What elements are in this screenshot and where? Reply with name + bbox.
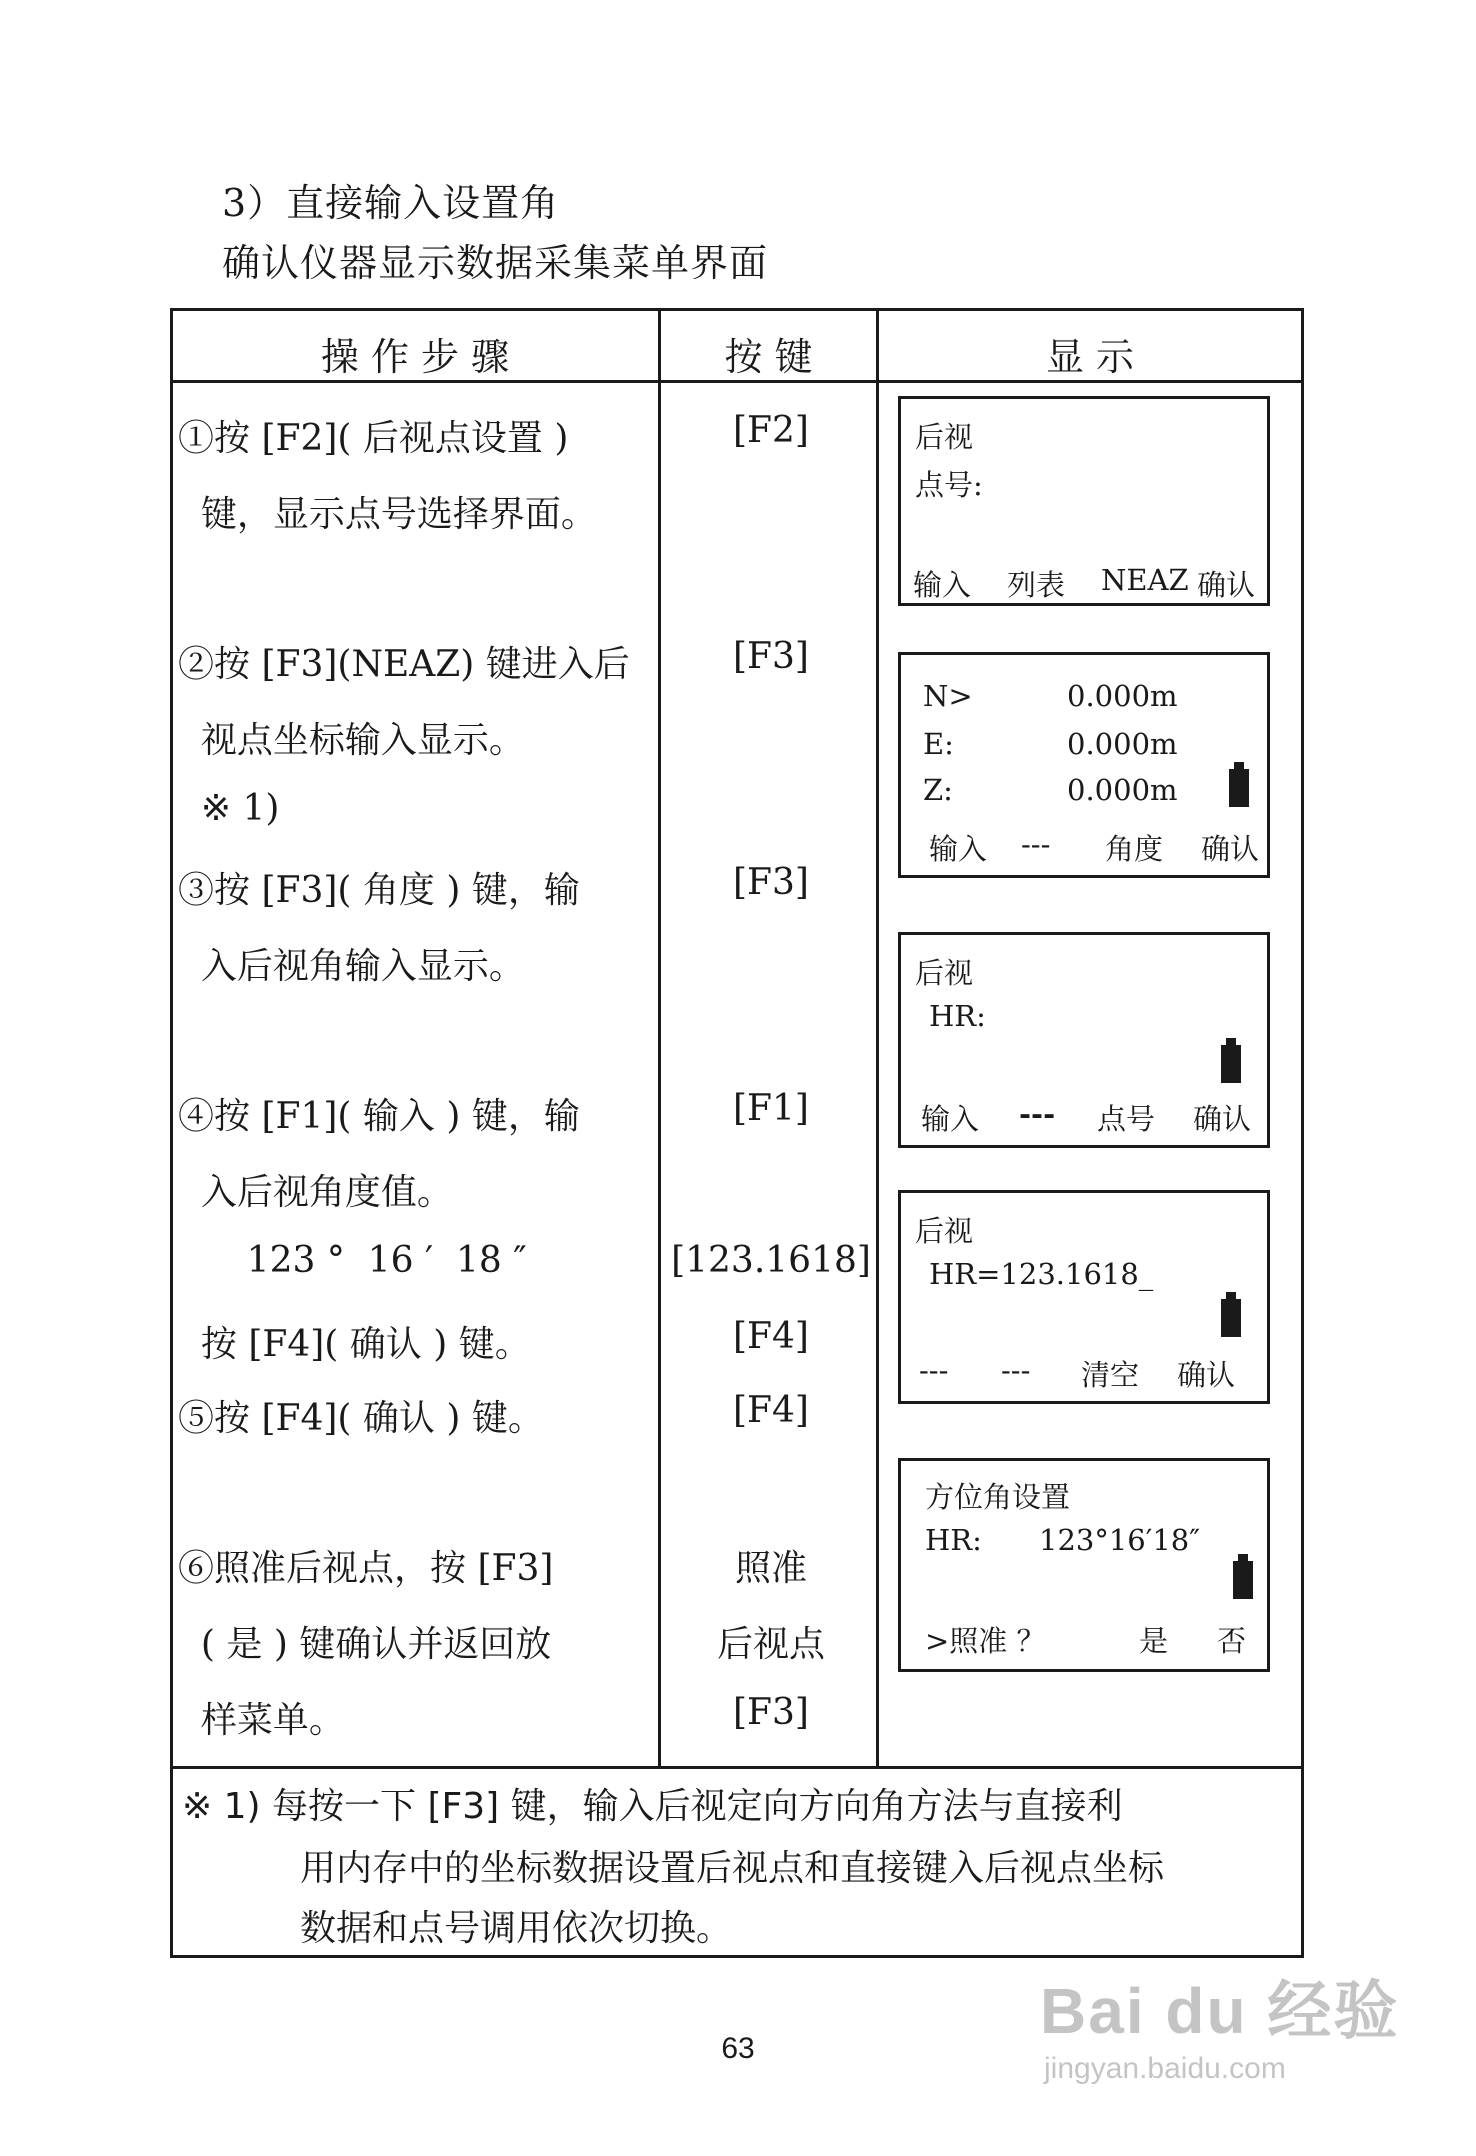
step-text: ①按 [F2]( 后视点设置 ) xyxy=(178,418,569,459)
step-text: ③按 [F3]( 角度 ) 键，输 xyxy=(178,870,580,911)
step-text: 样菜单。 xyxy=(178,1700,345,1741)
softkey-label: 输入 xyxy=(929,832,988,866)
key-label: [F2] xyxy=(733,410,809,451)
step-text: 123 ° 16 ′ 18 ″ xyxy=(178,1240,527,1281)
key-label: [123.1618] xyxy=(671,1240,871,1281)
battery-icon xyxy=(1221,1045,1241,1083)
key-label: [F1] xyxy=(733,1088,809,1129)
softkey-label: 输入 xyxy=(913,568,972,602)
softkey-label: 确认 xyxy=(1193,1102,1252,1136)
column-header-steps: 操 作 步 骤 xyxy=(320,335,510,379)
step-text: ②按 [F3](NEAZ) 键进入后 xyxy=(178,644,630,685)
watermark-url: jingyan.baidu.com xyxy=(1044,2052,1286,2085)
coord-label: N> xyxy=(923,679,973,713)
section-heading: 3）直接输入设置角 xyxy=(222,181,560,225)
softkey-label: --- xyxy=(919,1353,949,1387)
table-note-rule xyxy=(170,1766,1304,1769)
screen-title: 后视 xyxy=(915,1214,974,1248)
display-screen-backsight-angle xyxy=(898,932,1270,1148)
step-text: 视点坐标输入显示。 xyxy=(178,720,525,761)
display-screen-azimuth-setting xyxy=(898,1458,1270,1672)
screen-line: HR: xyxy=(925,1523,982,1557)
screen-prompt: >照准 ？ xyxy=(925,1624,1046,1658)
softkey-label: --- xyxy=(1019,1097,1056,1131)
softkey-label: 点号 xyxy=(1097,1102,1156,1136)
softkey-label: 列表 xyxy=(1007,568,1066,602)
coord-value: 0.000m xyxy=(1067,679,1178,713)
column-header-keys: 按 键 xyxy=(724,335,813,379)
step-text: ( 是 ) 键确认并返回放 xyxy=(178,1624,552,1665)
footnote-line: 用内存中的坐标数据设置后视点和直接键入后视点坐标 xyxy=(300,1848,1165,1889)
display-screen-backsight-point xyxy=(898,396,1270,606)
column-header-display: 显 示 xyxy=(1045,335,1135,379)
step-text: 按 [F4]( 确认 ) 键。 xyxy=(178,1324,531,1365)
table-divider xyxy=(658,308,661,1768)
key-label: [F4] xyxy=(733,1390,809,1431)
display-screen-angle-entry xyxy=(898,1190,1270,1404)
softkey-label: --- xyxy=(1001,1353,1031,1387)
key-label: [F3] xyxy=(733,636,809,677)
key-label: 后视点 xyxy=(716,1624,825,1665)
coord-label: E: xyxy=(923,727,954,761)
step-text: 键，显示点号选择界面。 xyxy=(178,494,597,535)
battery-icon xyxy=(1229,769,1249,807)
battery-icon xyxy=(1233,1561,1253,1599)
page-number: 63 xyxy=(721,2032,755,2065)
step-text: ⑤按 [F4]( 确认 ) 键。 xyxy=(178,1398,544,1439)
step-text: ⑥照准后视点，按 [F3] xyxy=(178,1548,554,1589)
display-screen-coordinates xyxy=(898,652,1270,878)
softkey-yes: 是 xyxy=(1139,1624,1169,1658)
footnote-line: ※ 1) 每按一下 [F3] 键，输入后视定向方向角方法与直接利 xyxy=(182,1786,1123,1827)
coord-value: 0.000m xyxy=(1067,773,1178,807)
softkey-label: --- xyxy=(1021,827,1051,861)
step-text: ※ 1) xyxy=(178,788,280,829)
angle-value: 123°16′18″ xyxy=(1039,1523,1201,1557)
screen-line: HR: xyxy=(929,999,986,1033)
step-text: ④按 [F1]( 输入 ) 键，输 xyxy=(178,1096,580,1137)
softkey-label: 输入 xyxy=(921,1102,980,1136)
watermark-brand: Bai du 经验 xyxy=(1040,1975,1400,2047)
section-subheading: 确认仪器显示数据采集菜单界面 xyxy=(222,241,769,285)
coord-value: 0.000m xyxy=(1067,727,1178,761)
coord-label: Z: xyxy=(923,773,953,807)
screen-line: HR=123.1618_ xyxy=(929,1257,1154,1291)
softkey-label: 清空 xyxy=(1081,1358,1140,1392)
step-text: 入后视角输入显示。 xyxy=(178,946,525,987)
softkey-label: 确认 xyxy=(1197,568,1256,602)
softkey-label: 确认 xyxy=(1177,1358,1236,1392)
key-label: [F4] xyxy=(733,1316,809,1357)
screen-line: 点号: xyxy=(915,468,983,502)
watermark xyxy=(1040,1960,1399,2086)
softkey-label: 确认 xyxy=(1201,832,1260,866)
softkey-label: NEAZ xyxy=(1101,563,1189,597)
key-label: [F3] xyxy=(733,862,809,903)
footnote-line: 数据和点号调用依次切换。 xyxy=(300,1908,733,1949)
softkey-no: 否 xyxy=(1217,1624,1247,1658)
screen-title: 后视 xyxy=(915,956,974,990)
step-text: 入后视角度值。 xyxy=(178,1172,453,1213)
screen-title: 后视 xyxy=(915,420,974,454)
key-label: [F3] xyxy=(733,1692,809,1733)
screen-title: 方位角设置 xyxy=(925,1480,1071,1514)
softkey-label: 角度 xyxy=(1105,832,1164,866)
key-label: 照准 xyxy=(734,1548,807,1589)
battery-icon xyxy=(1221,1299,1241,1337)
